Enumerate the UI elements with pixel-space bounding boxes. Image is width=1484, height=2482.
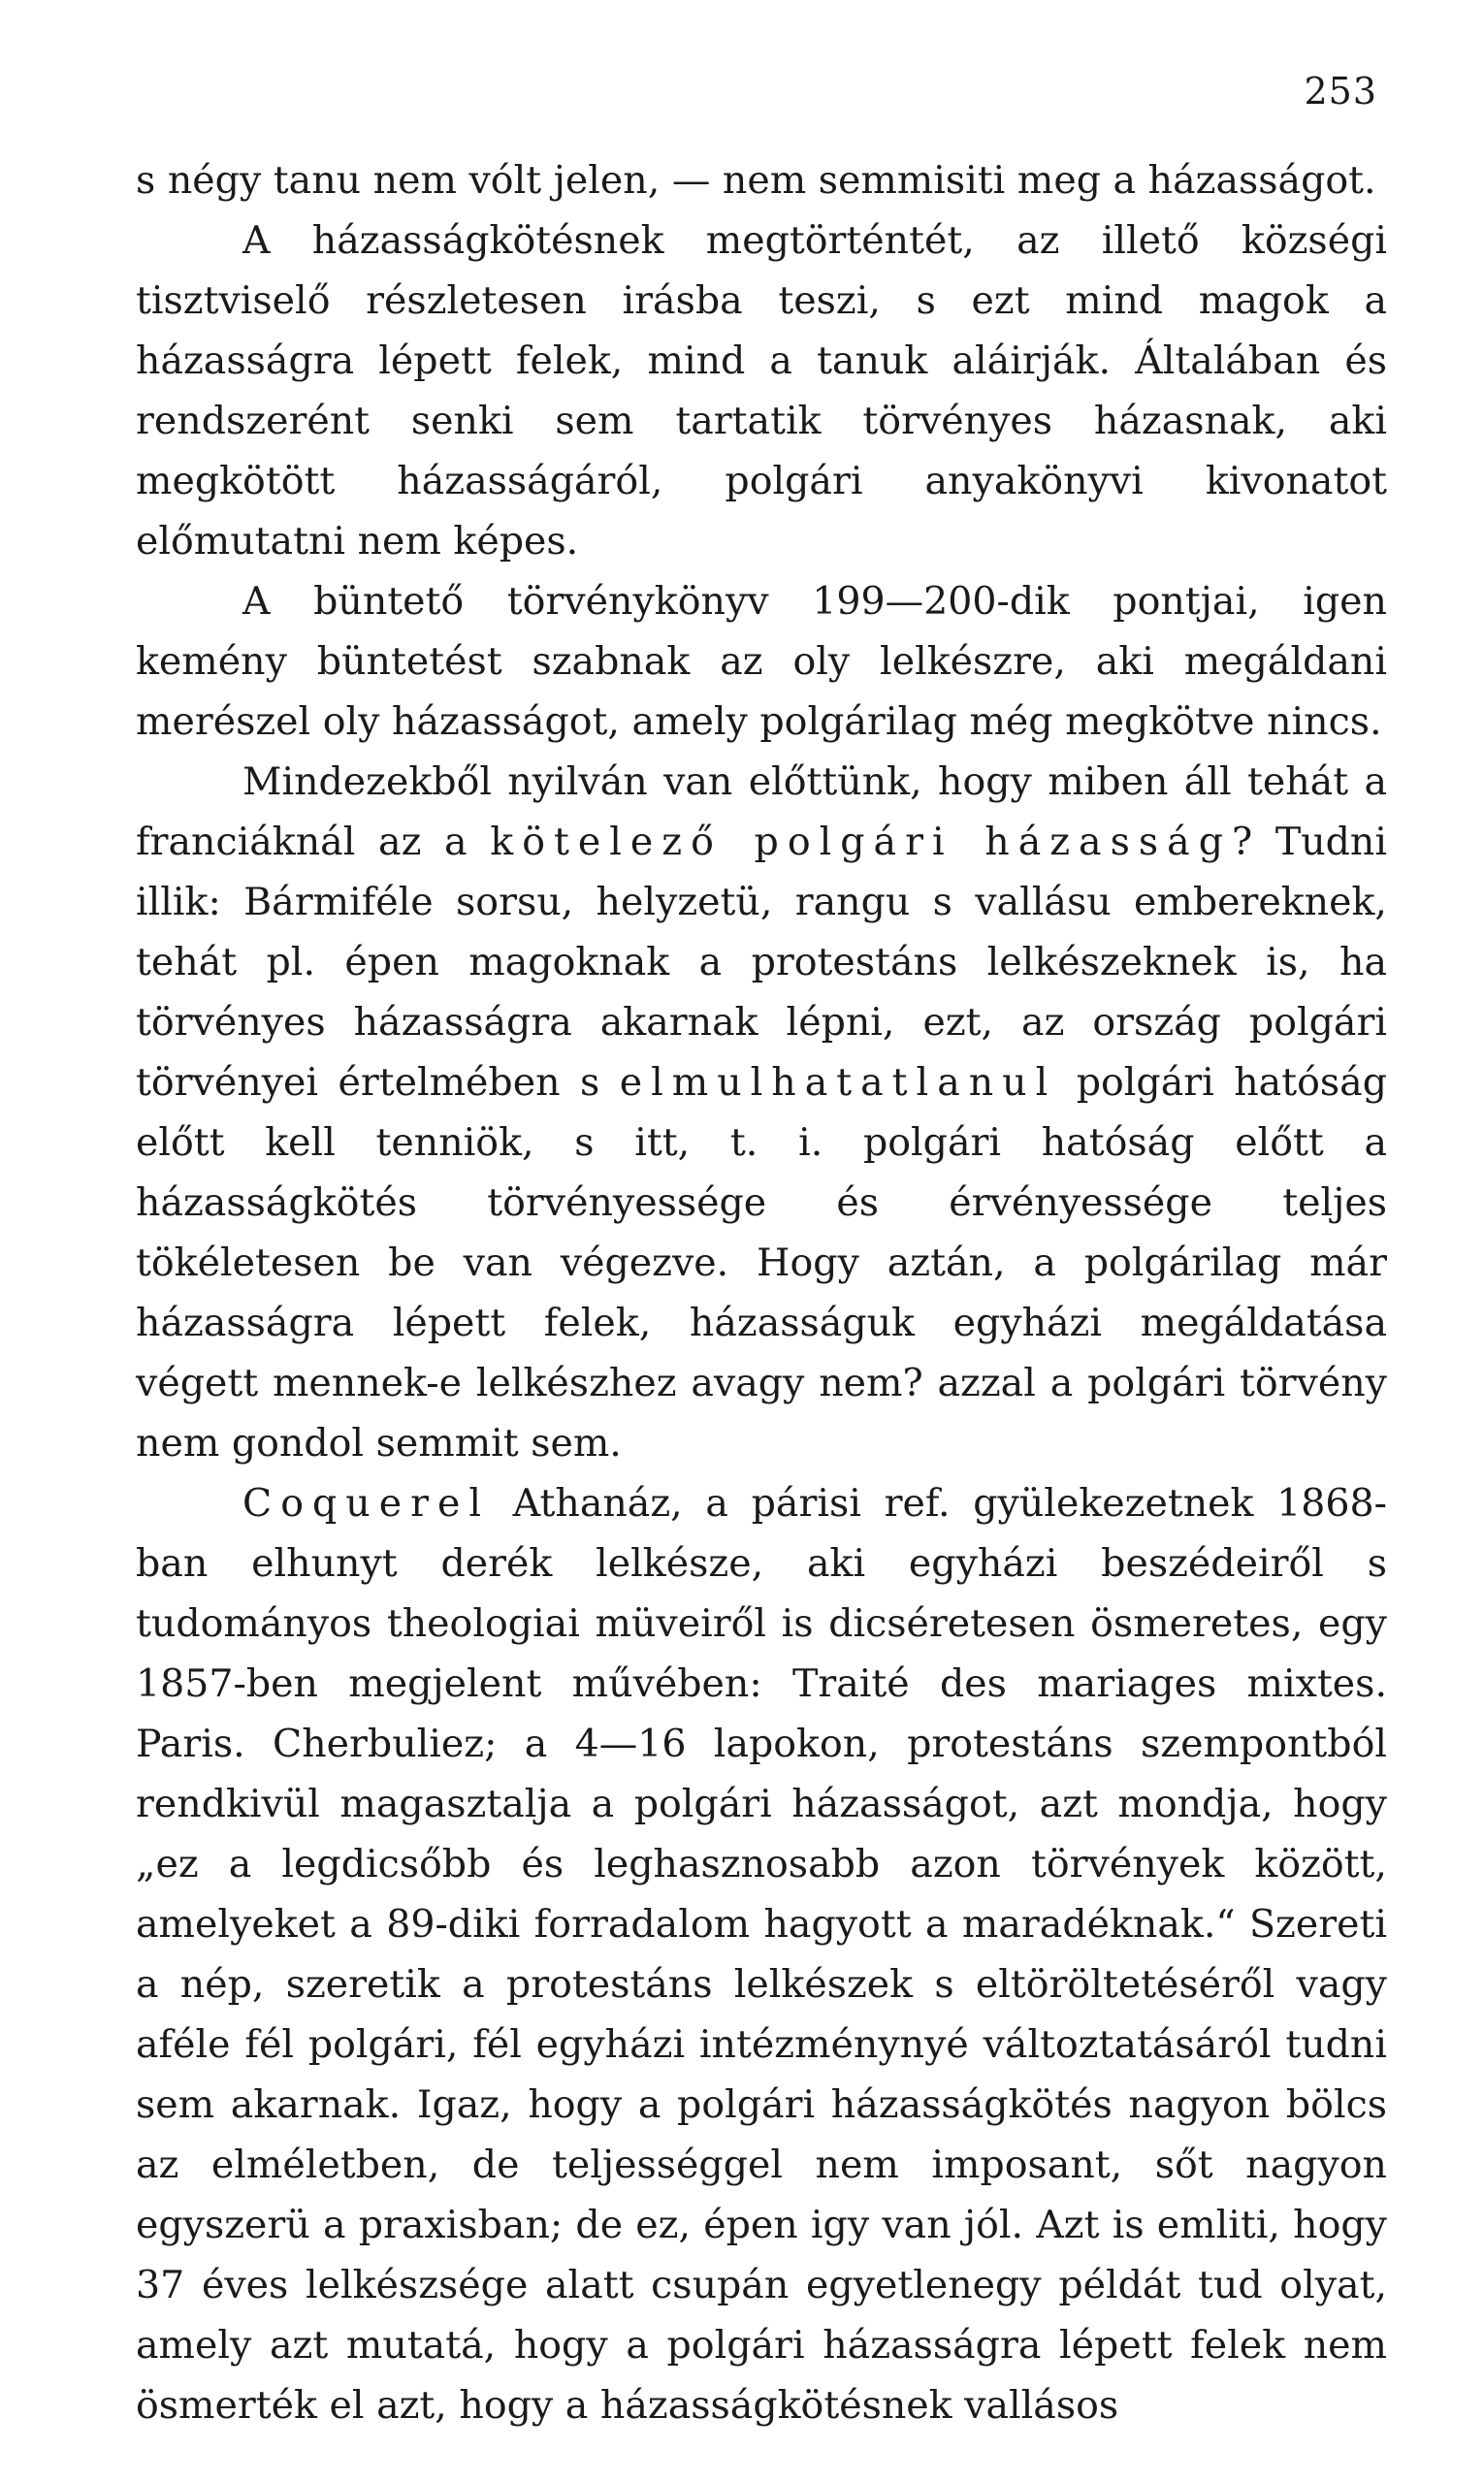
text-run: polgári hatóság előtt kell tenniök, s itt, t. i. polgári hatóság előtt a házasságkötés törvényessége és érvényessége teljes tökéletesen be van végezve. Hogy aztán, a polgárilag már házasságra lépett felek, házasságuk egyházi megáldatása végett mennek-e lelkészhez avagy nem? azzal a polgári törvény nem gondol semmit sem.	[136, 1060, 1387, 1466]
paragraph	[136, 210, 1387, 571]
paragraph	[136, 150, 1387, 210]
text-run: Mindezekből nyilván van előttünk, hogy miben áll tehát a franciáknál az a	[136, 759, 1387, 864]
paragraph	[136, 1473, 1387, 2435]
text-run: Athanáz, a párisi ref. gyülekezetnek 1868-ban elhunyt derék lelkésze, aki egyházi beszédeiről s tudományos theologiai müveiről is dicséretesen ösmeretes, egy 1857-ben megjelent művében: Traité des mariages mixtes. Paris. Cherbuliez; a 4—16 lapokon, protestáns szempontból rendkivül magasztalja a polgári házasságot, azt mondja, hogy „ez a legdicsőbb és leghasznosabb azon törvények között, amelyeket a 89-diki forradalom hagyott a maradéknak.“ Szereti a nép, szeretik a protestáns lelkészek s eltöröltetéséről vagy aféle fél polgári, fél egyházi intézménynyé változtatásáról tudni sem akarnak. Igaz, hogy a polgári házasságkötés nagyon bölcs az elméletben, de teljességgel nem imposant, sőt nagyon egyszerü a praxisban; de ez, épen igy van jól. Azt is emliti, hogy 37 éves lelkészsége alatt csupán egyetlenegy példát tud olyat, amely azt mutatá, hogy a polgári házasságra lépett felek nem ösmerték el azt, hogy a házasságkötésnek vallásos	[136, 1481, 1387, 2428]
page-number: 253	[1304, 70, 1377, 113]
emphasized-term: kötelező polgári házasság	[490, 820, 1232, 864]
text-run: A büntető törvénykönyv 199—200-dik pontjai, igen kemény büntetést szabnak az oly lelkészre, aki megáldani merészel oly házasságot, amely polgárilag még megkötve nincs.	[136, 579, 1387, 744]
paragraph	[136, 752, 1387, 1473]
text-run: ? Tudni illik: Bármiféle sorsu, helyzetü, rangu s vallásu embereknek, tehát pl. épen magoknak a protestáns lelkészeknek is, ha törvényes házasságra akarnak lépni, ezt, az ország polgári törvényei értelmében s	[136, 820, 1387, 1105]
emphasized-term: elmulhatatlanul	[619, 1060, 1057, 1105]
text-run: A házasságkötésnek megtörténtét, az illető községi tisztviselő részletesen irásba teszi, s ezt mind magok a házasságra lépett felek, mind a tanuk aláirják. Általában és rendszerént senki sem tartatik törvényes házasnak, aki megkötött házasságáról, polgári anyakönyvi kivonatot előmutatni nem képes.	[136, 218, 1387, 564]
text-run: s négy tanu nem vólt jelen, — nem semmisiti meg a házasságot.	[136, 158, 1376, 203]
paragraph	[136, 571, 1387, 752]
emphasized-name: Coquerel	[242, 1481, 490, 1526]
body-text	[136, 150, 1387, 2435]
